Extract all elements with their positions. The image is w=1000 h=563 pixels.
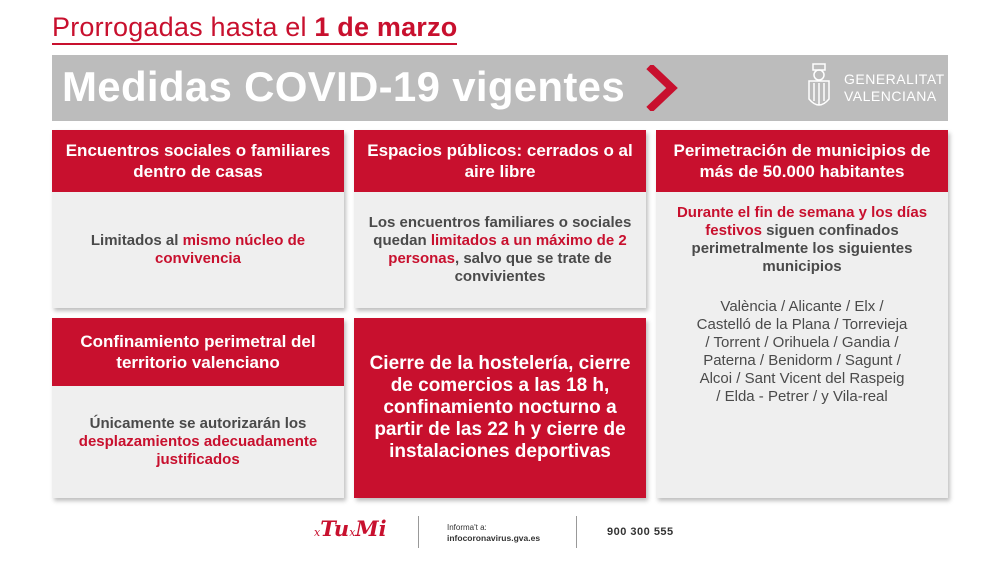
card-paragraph bbox=[64, 232, 332, 268]
card-paragraph bbox=[366, 214, 634, 286]
municipality-list: València / Alicante / Elx / Castelló de la Plana / Torrevieja / Torrent / Orihuela / Gandia / Paterna / Benidorm / Sagunt / Alcoi / Sant Vicent del Raspeig / Elda - Petrer / y Vila-real bbox=[696, 298, 908, 405]
info-block bbox=[447, 522, 540, 544]
info-url-link[interactable]: infocoronavirus.gva.es bbox=[447, 533, 541, 543]
card-text bbox=[52, 192, 344, 308]
extension-date: 1 de marzo bbox=[314, 12, 458, 42]
phone-number[interactable]: 900 300 555 bbox=[607, 526, 674, 538]
card-title: Encuentros sociales o familiares dentro de casas bbox=[52, 130, 344, 192]
card-text bbox=[52, 386, 344, 498]
text-plain: , salvo que se trate de convivientes bbox=[454, 250, 612, 285]
card-paragraph bbox=[64, 415, 332, 469]
card-title: Espacios públicos: cerrados o al aire libre bbox=[354, 130, 646, 192]
generalitat-wordmark bbox=[844, 71, 945, 105]
brand-x: x bbox=[314, 526, 321, 539]
brand-x: x bbox=[349, 526, 356, 539]
text-plain: Únicamente se autorizarán los bbox=[89, 415, 307, 432]
footer bbox=[0, 510, 1000, 555]
brand-mi: Mi bbox=[355, 516, 387, 541]
generalitat-line1: GENERALITAT bbox=[844, 71, 945, 87]
text-highlight: mismo núcleo de convivencia bbox=[155, 232, 306, 267]
coat-of-arms-icon bbox=[804, 61, 834, 115]
footer-divider bbox=[418, 516, 419, 548]
chevron-right-icon bbox=[642, 65, 682, 111]
text-highlight: desplazamientos adecuadamente justificados bbox=[78, 433, 318, 468]
text-highlight: limitados a un máximo de 2 personas bbox=[388, 232, 627, 267]
extension-notice bbox=[52, 12, 457, 45]
card-public-spaces bbox=[354, 130, 646, 308]
title-banner bbox=[52, 55, 948, 121]
text-plain: Los encuentros familiares o sociales quedan bbox=[368, 214, 632, 249]
generalitat-line2: VALENCIANA bbox=[844, 88, 937, 104]
generalitat-logo bbox=[804, 61, 944, 115]
brand-tu: Tu bbox=[320, 516, 350, 541]
card-title: Confinamiento perimetral del territorio valenciano bbox=[52, 318, 344, 386]
card-municipal-perimeter bbox=[656, 130, 948, 498]
card-closures bbox=[354, 318, 646, 498]
extension-notice-prefix: Prorrogadas hasta el bbox=[52, 12, 315, 42]
text-plain: Limitados al bbox=[90, 232, 183, 249]
card-title: Perimetración de municipios de más de 50.000 habitantes bbox=[656, 130, 948, 192]
footer-divider bbox=[576, 516, 577, 548]
card-social-gatherings bbox=[52, 130, 344, 308]
text-highlight: Durante el fin de semana y los días festivos bbox=[676, 204, 928, 239]
brand-logo bbox=[314, 516, 387, 541]
info-label: Informa't a: bbox=[447, 523, 487, 532]
closures-text: Cierre de la hostelería, cierre de comercios a las 18 h, confinamiento nocturno a partir de las 22 h y cierre de instalaciones deportivas bbox=[369, 353, 631, 462]
card-paragraph bbox=[656, 204, 948, 276]
text-plain: siguen confinados perimetralmente los siguientes municipios bbox=[691, 222, 913, 275]
card-text bbox=[354, 192, 646, 308]
main-title: Medidas COVID-19 vigentes bbox=[62, 63, 625, 110]
card-regional-perimeter bbox=[52, 318, 344, 498]
